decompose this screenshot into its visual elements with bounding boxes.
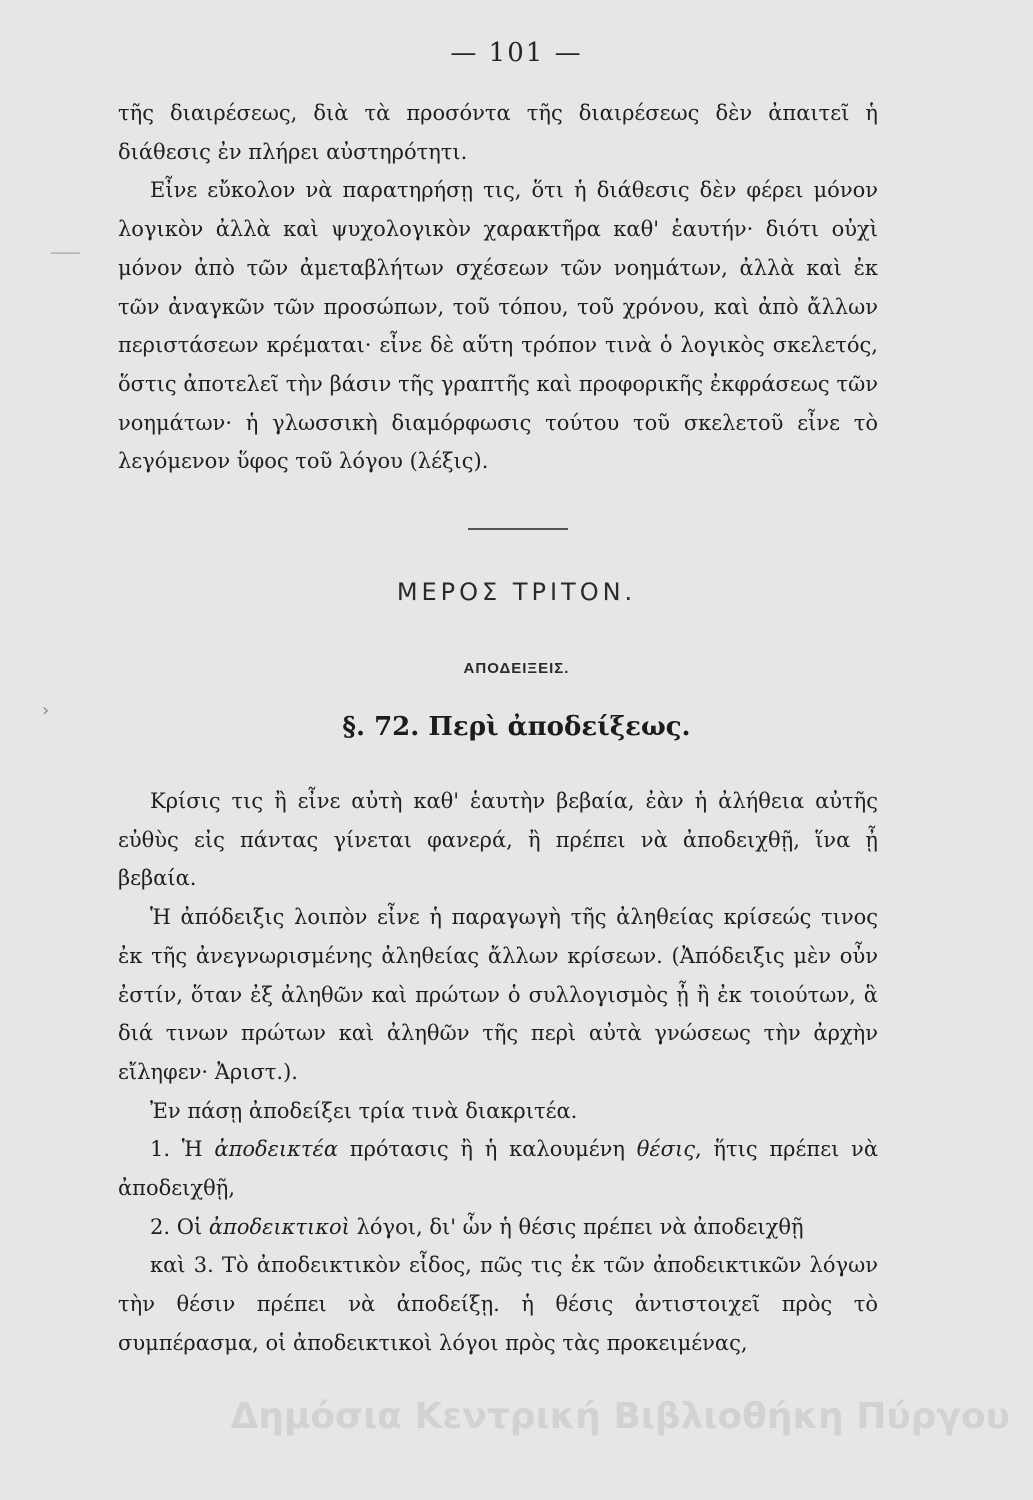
list-item-thesis: 1. Ἡ ἀποδεικτέα πρότασις ἢ ἡ καλουμένη θέσις, ἥτις πρέπει νὰ ἀποδειχθῇ, — [118, 1137, 879, 1201]
list-item-number: 1. — [150, 1137, 171, 1162]
term-apodeiktea: ἀποδεικτέα — [214, 1137, 339, 1162]
part-title: ΜΕΡΟΣ ΤΡΙΤΟΝ. — [396, 578, 637, 606]
paragraph-style-diathesis: Εἶνε εὔκολον νὰ παρατηρήσῃ τις, ὅτι ἡ διάθεσις δὲν φέρει μόνον λογικὸν ἀλλὰ καὶ ψυχολογικὸν χαρακτῆρα καθ' ἑαυτήν· διότι οὐχὶ μόνον ἀπὸ τῶν ἀμεταβλήτων σχέσεων τῶν νοημάτων, ἀλλὰ καὶ ἐκ τῶν ἀναγκῶν τῶν προσώπων, τοῦ τόπου, τοῦ χρόνου, καὶ ἀπὸ ἄλλων περιστάσεων κρέμαται· εἶνε δὲ αὕτη τρόπον τινὰ ὁ λογικὸς σκελετός, ὅστις ἀποτελεῖ τὴν βάσιν τῆς γραπτῆς καὶ προφορικῆς ἐκφράσεως τῶν νοημάτων· ἡ γλωσσικὴ διαμόρφωσις τούτου τοῦ σκελετοῦ εἶνε τὸ λεγόμενον ὕφος τοῦ λόγου (λέξις). — [118, 178, 878, 474]
paragraph-krisis: Κρίσις τις ἢ εἶνε αὐτὴ καθ' ἑαυτὴν βεβαία, ἐὰν ἡ ἀλήθεια αὐτῆς εὐθὺς εἰς πάντας γίνεται φανερά, ἢ πρέπει νὰ ἀποδειχθῇ, ἵνα ᾖ βεβαία. — [118, 789, 878, 891]
list-item-logoi: 2. Οἱ ἀποδεικτικοὶ λόγοι, δι' ὧν ἡ θέσις πρέπει νὰ ἀποδειχθῇ — [150, 1214, 804, 1239]
list-item-eidos: καὶ 3. Τὸ ἀποδεικτικὸν εἶδος, πῶς τις ἐκ τῶν ἀποδεικτικῶν λόγων τὴν θέσιν πρέπει νὰ ἀποδείξῃ. ἡ θέσις ἀντιστοιχεῖ πρὸς τὸ συμπέρασμα, οἱ ἀποδεικτικοὶ λόγοι πρὸς τὰς προκειμένας, — [118, 1253, 878, 1355]
page-number: — 101 — — [450, 38, 583, 68]
section-divider-rule — [468, 528, 568, 530]
list-item-number: 2. — [150, 1214, 171, 1239]
top-text-line-1: τῆς διαιρέσεως, διὰ τὰ προσόντα τῆς διαιρέσεως δὲν ἀπαιτεῖ ἡ — [118, 101, 878, 125]
section-heading: §. 72. Περὶ ἀποδείξεως. — [342, 712, 691, 742]
margin-mark-icon: › — [42, 700, 50, 721]
top-text-line-2: διάθεσις ἐν πλήρει αὐστηρότητι. — [118, 139, 468, 164]
main-text-block — [118, 782, 878, 1363]
term-apodeiktikoi: ἀποδεικτικοὶ — [208, 1214, 350, 1239]
library-watermark: Δημόσια Κεντρική Βιβλιοθήκη Πύργου — [230, 1396, 1010, 1437]
paragraph-apodeixis-definition: Ἡ ἀπόδειξις λοιπὸν εἶνε ἡ παραγωγὴ τῆς ἀληθείας κρίσεώς τινος ἐκ τῆς ἀνεγνωρισμένης ἀληθείας ἄλλων κρίσεων. (Ἀπόδειξις μὲν οὖν ἐστίν, ὅταν ἐξ ἀληθῶν καὶ πρώτων ὁ συλλογισμὸς ᾖ ἢ ἐκ τοιούτων, ἃ διά τινων πρώτων καὶ ἀληθῶν τῆς περὶ αὐτὰ γνώσεως τὴν ἀρχὴν εἴληφεν· Ἀριστ.). — [118, 905, 878, 1084]
paragraph-three-parts: Ἐν πάσῃ ἀποδείξει τρία τινὰ διακριτέα. — [150, 1098, 578, 1123]
part-subtitle: ΑΠΟΔΕΙΞΕΙΣ. — [463, 660, 570, 677]
margin-mark-icon: ⸺ — [50, 242, 81, 263]
term-thesis: θέσις — [636, 1137, 695, 1162]
top-text-block — [118, 94, 878, 481]
